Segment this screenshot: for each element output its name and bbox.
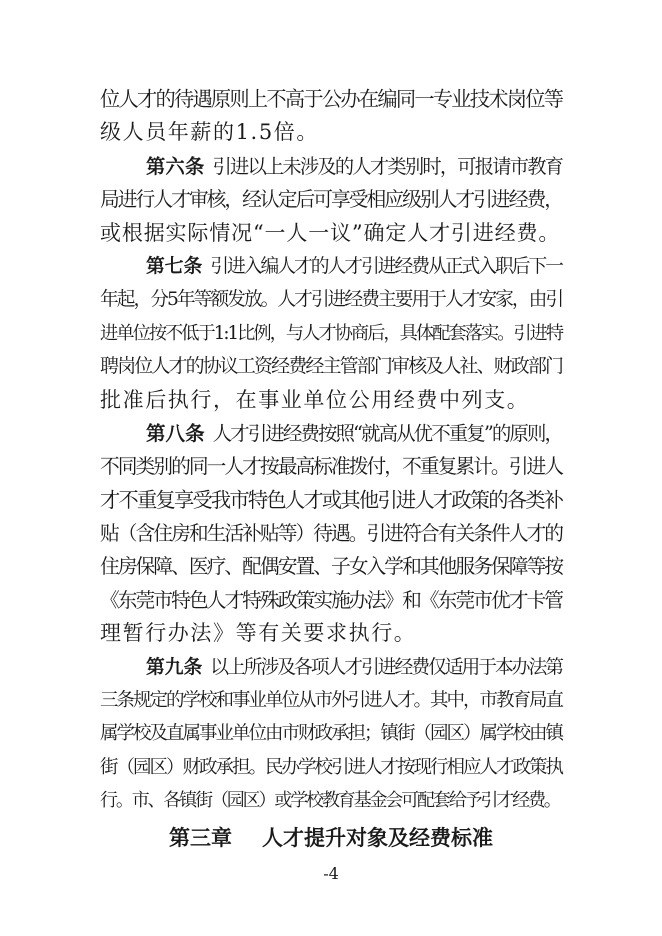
line-text: 不同类别的同一人才按最高标准拨付，不重复累计。引进人 xyxy=(100,455,562,479)
paragraph xyxy=(100,150,562,250)
text-line xyxy=(100,283,562,316)
line-text: 贴（含住房和生活补贴等）待遇。引进符合有关条件人才的 xyxy=(100,522,562,546)
paragraph xyxy=(100,83,562,150)
text-line xyxy=(100,484,562,517)
text-line xyxy=(100,584,562,617)
text-line xyxy=(100,550,562,583)
article-label: 第九条 xyxy=(146,655,203,678)
text-line xyxy=(100,450,562,483)
article-label: 第七条 xyxy=(146,254,203,277)
line-text: 引进入编人才的人才引进经费从正式入职后下一 xyxy=(210,255,562,277)
paragraph xyxy=(100,417,562,651)
line-text: 级人员年薪的1.5倍。 xyxy=(100,120,319,145)
text-line xyxy=(100,384,562,417)
line-text: 进单位按不低于1:1比例，与人才协商后，具体配套落实。引进特 xyxy=(100,322,563,344)
line-text: 行。市、各镇街（园区）或学校教育基金会可配套给予引才经费。 xyxy=(100,790,560,812)
line-text: 以上所涉及各项人才引进经费仅适用于本办法第 xyxy=(210,656,562,678)
text-line xyxy=(100,717,562,750)
text-line xyxy=(100,350,562,383)
text-line xyxy=(100,183,562,216)
line-text: 聘岗位人才的协议工资经费经主管部门审核及人社、财政部门 xyxy=(100,355,562,378)
text-line xyxy=(100,617,562,650)
document-body xyxy=(100,83,562,818)
text-line xyxy=(100,150,562,183)
line-text: 局进行人才审核，经认定后可享受相应级别人才引进经费， xyxy=(100,188,562,212)
line-text: 街（园区）财政承担。民办学校引进人才按现行相应人才政策执 xyxy=(100,756,563,778)
line-text: 位人才的待遇原则上不高于公办在编同一专业技术岗位等 xyxy=(100,87,562,111)
text-line xyxy=(100,217,562,250)
line-text: 人才引进经费按照“就高从优不重复”的原则， xyxy=(212,421,562,445)
line-text: 年起，分5年等额发放。人才引进经费主要用于人才安家，由引 xyxy=(100,289,563,311)
text-line xyxy=(100,417,562,450)
text-line xyxy=(100,751,562,784)
line-text: 才不重复享受我市特色人才或其他引进人才政策的各类补 xyxy=(100,487,562,512)
text-line xyxy=(100,517,562,550)
line-text: 理暂行办法》等有关要求执行。 xyxy=(100,621,417,646)
chapter-heading xyxy=(0,822,662,852)
text-line xyxy=(100,317,562,350)
page-number: -4 xyxy=(323,864,339,883)
line-text: 住房保障、医疗、配偶安置、子女入学和其他服务保障等按 xyxy=(100,555,562,579)
text-line xyxy=(100,784,562,817)
paragraph xyxy=(100,651,562,818)
line-text: 三条规定的学校和事业单位从市外引进人才。其中，市教育局直 xyxy=(100,690,563,712)
article-label: 第八条 xyxy=(146,421,205,445)
line-text: 引进以上未涉及的人才类别时，可报请市教育 xyxy=(212,154,563,178)
chapter-number: 第三章 xyxy=(169,825,232,850)
line-text: 批准后执行，在事业单位公用经费中列支。 xyxy=(100,387,530,412)
text-line xyxy=(100,116,562,149)
line-text: 或根据实际情况“一人一议”确定人才引进经费。 xyxy=(100,220,561,245)
line-text: 《东莞市特色人才特殊政策实施办法》和《东莞市优才卡管 xyxy=(100,588,562,612)
text-line xyxy=(100,651,562,684)
article-label: 第六条 xyxy=(146,154,205,178)
paragraph xyxy=(100,250,562,417)
text-line xyxy=(100,83,562,116)
chapter-title: 人才提升对象及经费标准 xyxy=(262,825,493,850)
line-text: 属学校及直属事业单位由市财政承担；镇街（园区）属学校由镇 xyxy=(100,723,563,745)
text-line xyxy=(100,684,562,717)
text-line xyxy=(100,250,562,283)
